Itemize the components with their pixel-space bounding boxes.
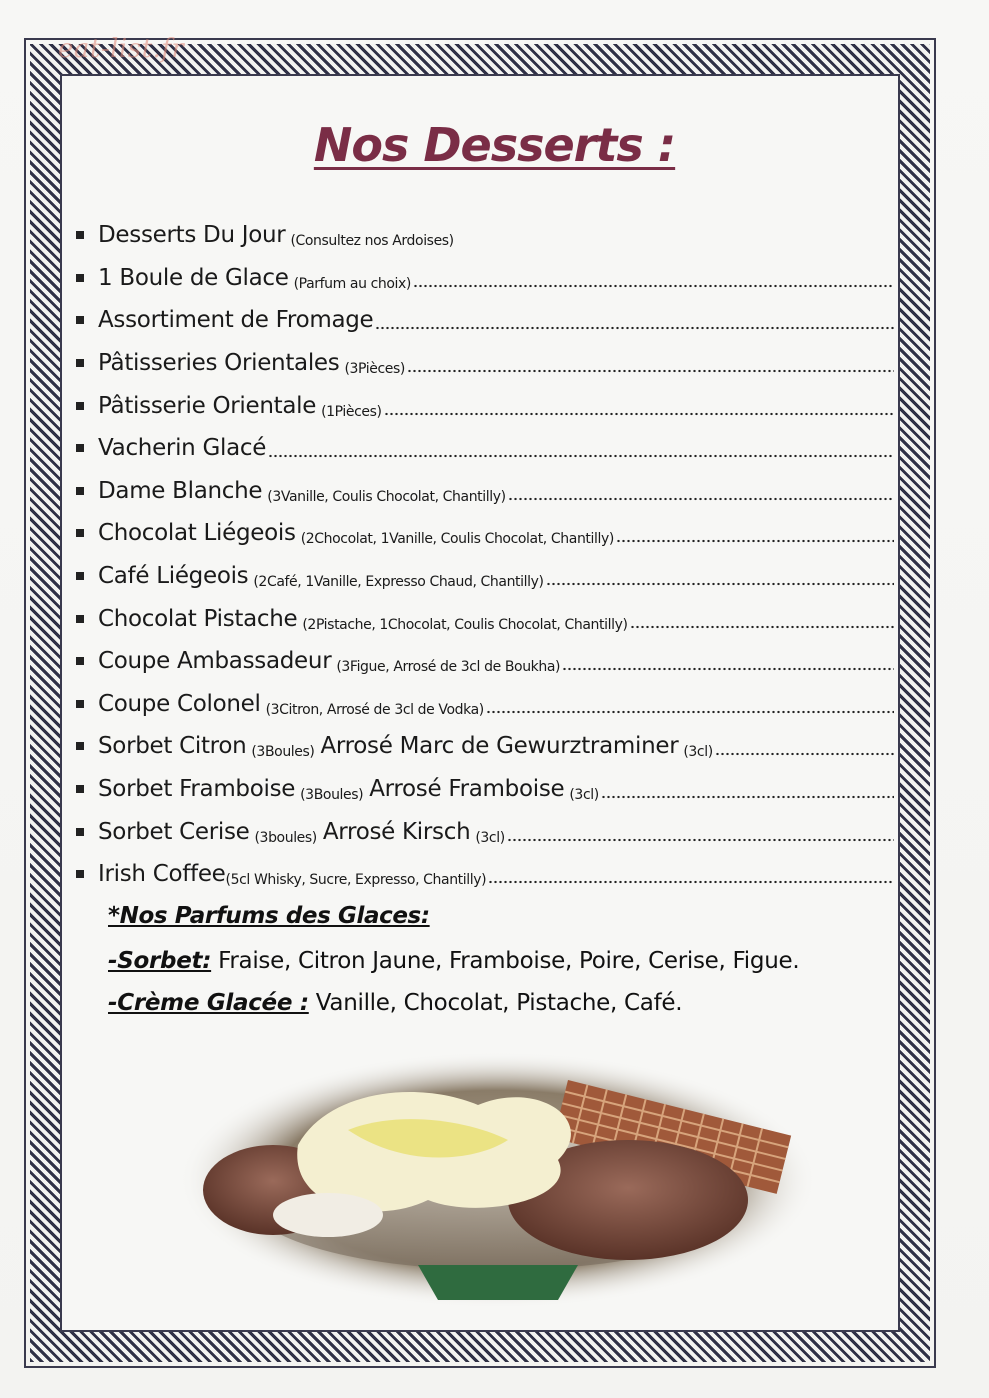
menu-item	[76, 214, 894, 257]
bullet-icon	[76, 657, 84, 665]
menu-item	[76, 725, 894, 768]
menu-item	[76, 470, 894, 513]
item-note: (3Citron, Arrosé de 3cl de Vodka)	[265, 701, 484, 718]
dessert-list	[76, 214, 894, 896]
item-name: 1 Boule de Glace	[98, 264, 289, 291]
dot-leader	[546, 582, 894, 586]
flavours-heading: *Nos Parfums des Glaces:	[108, 903, 430, 929]
item-note: (5cl Whisky, Sucre, Expresso, Chantilly)	[225, 872, 487, 889]
item-name: Coupe Colonel	[98, 690, 261, 717]
bullet-icon	[76, 529, 84, 537]
dot-leader	[375, 326, 894, 330]
bullet-icon	[76, 742, 84, 750]
menu-item	[76, 257, 894, 300]
bullet-icon	[76, 316, 84, 324]
dot-leader	[384, 412, 894, 416]
item-name: Pâtisserie Orientale	[98, 392, 317, 419]
bullet-icon	[76, 359, 84, 367]
bullet-icon	[76, 870, 84, 878]
item-name: Desserts Du Jour	[98, 222, 286, 249]
bullet-icon	[76, 572, 84, 580]
bullet-icon	[76, 487, 84, 495]
item-note: (3Boules)	[251, 744, 315, 761]
bullet-icon	[76, 274, 84, 282]
menu-item	[76, 427, 894, 470]
bullet-icon	[76, 231, 84, 239]
menu-item	[76, 768, 894, 811]
item-name: Coupe Ambassadeur	[98, 648, 332, 675]
item-name: Pâtisseries Orientales	[98, 350, 340, 377]
dessert-photo	[178, 1050, 818, 1310]
menu-item	[76, 640, 894, 683]
sorbet-values: Fraise, Citron Jaune, Framboise, Poire, Cerise, Figue.	[218, 948, 800, 974]
bullet-icon	[76, 444, 84, 452]
menu-item	[76, 512, 894, 555]
creme-values: Vanille, Chocolat, Pistache, Café.	[315, 990, 683, 1016]
dot-leader	[407, 369, 894, 373]
item-name: Café Liégeois	[98, 563, 249, 590]
dot-leader	[486, 710, 894, 714]
item-note: (3Pièces)	[344, 361, 405, 378]
menu-item	[76, 342, 894, 385]
item-name: Vacherin Glacé	[98, 435, 267, 462]
creme-flavours	[108, 982, 908, 1024]
item-note: (3Figue, Arrosé de 3cl de Boukha)	[336, 659, 561, 676]
item-note-extra: (3cl)	[569, 787, 599, 804]
item-note-extra: (3cl)	[475, 829, 505, 846]
menu-item	[76, 683, 894, 726]
menu-item	[76, 555, 894, 598]
bullet-icon	[76, 828, 84, 836]
watermark: eat-list.fr	[58, 34, 185, 64]
item-note: (2Pistache, 1Chocolat, Coulis Chocolat, Chantilly)	[302, 616, 628, 633]
bullet-icon	[76, 615, 84, 623]
item-note: (Consultez nos Ardoises)	[290, 233, 454, 250]
bullet-icon	[76, 700, 84, 708]
bullet-icon	[76, 785, 84, 793]
dot-leader	[616, 539, 894, 543]
dot-leader	[488, 880, 894, 884]
item-name-extra: Arrosé Marc de Gewurztraminer	[320, 733, 679, 760]
dot-leader	[507, 838, 894, 842]
item-note-extra: (3cl)	[683, 744, 713, 761]
item-name: Chocolat Liégeois	[98, 520, 296, 547]
ice-cream-flavours	[108, 898, 908, 1024]
sorbet-label: -Sorbet:	[108, 948, 212, 974]
item-name: Sorbet Cerise	[98, 818, 250, 845]
page-title: Nos Desserts :	[313, 118, 676, 172]
item-name: Dame Blanche	[98, 477, 263, 504]
item-name-extra: Arrosé Framboise	[369, 776, 565, 803]
item-note: (3Boules)	[300, 787, 364, 804]
item-name: Sorbet Citron	[98, 733, 247, 760]
menu-item	[76, 853, 894, 896]
dot-leader	[413, 284, 894, 288]
item-note: (1Pièces)	[321, 403, 382, 420]
menu-item	[76, 299, 894, 342]
item-note: (3boules)	[254, 829, 317, 846]
dot-leader	[268, 454, 894, 458]
menu-item	[76, 384, 894, 427]
item-note: (2Café, 1Vanille, Expresso Chaud, Chantilly)	[253, 574, 544, 591]
item-note: (2Chocolat, 1Vanille, Coulis Chocolat, Chantilly)	[300, 531, 614, 548]
dot-leader	[630, 625, 894, 629]
item-note: (Parfum au choix)	[293, 275, 411, 292]
sorbet-flavours	[108, 940, 908, 982]
item-name: Sorbet Framboise	[98, 776, 296, 803]
menu-item	[76, 810, 894, 853]
dot-leader	[715, 752, 894, 756]
creme-label: -Crème Glacée :	[108, 990, 309, 1016]
dot-leader	[562, 667, 894, 671]
item-note: (3Vanille, Coulis Chocolat, Chantilly)	[267, 488, 506, 505]
dot-leader	[508, 497, 894, 501]
menu-item	[76, 597, 894, 640]
dot-leader	[601, 795, 894, 799]
item-name: Irish Coffee	[98, 861, 226, 888]
item-name-extra: Arrosé Kirsch	[322, 818, 471, 845]
bullet-icon	[76, 402, 84, 410]
item-name: Assortiment de Fromage	[98, 307, 374, 334]
item-name: Chocolat Pistache	[98, 605, 298, 632]
